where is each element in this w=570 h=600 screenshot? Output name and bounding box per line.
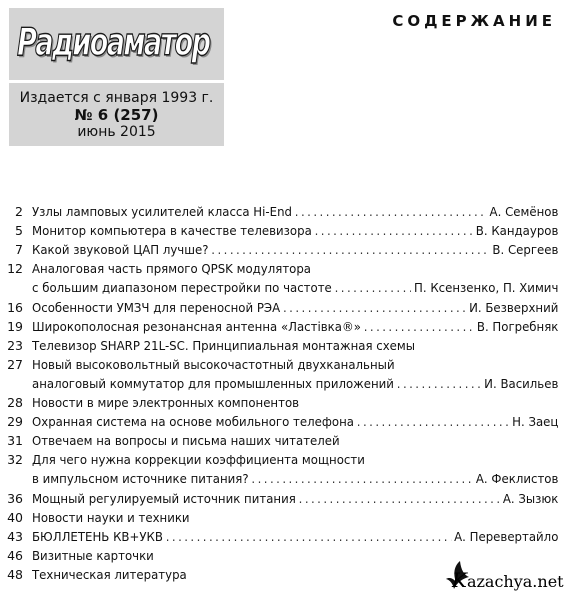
- toc-leader-dots: [166, 528, 452, 546]
- toc-page-number: 2: [15, 204, 23, 219]
- toc-page-number: 23: [7, 337, 23, 353]
- toc-row: [0, 299, 570, 317]
- toc-leader-dots: [397, 375, 482, 393]
- toc-author: А. Феклистов: [475, 471, 559, 487]
- watermark: [452, 568, 564, 592]
- toc-page-number: 40: [7, 509, 23, 525]
- toc-author: А. Семёнов: [489, 204, 559, 219]
- toc-leader-dots: [335, 279, 412, 297]
- toc-title: Какой звуковой ЦАП лучше?: [32, 242, 209, 258]
- toc-page-number: 43: [7, 528, 23, 544]
- toc-title: Охранная система на основе мобильного телефона: [32, 414, 354, 430]
- toc-page-number: 32: [7, 452, 23, 468]
- toc-page-number: 5: [15, 223, 23, 239]
- toc-title: Особенности УМЗЧ для переносной РЭА: [32, 299, 281, 315]
- toc-row: [0, 337, 570, 355]
- toc-author: А. Перевертайло: [454, 528, 559, 544]
- toc-title: Узлы ламповых усилителей класса Hi-End: [32, 204, 292, 219]
- issue-info: [9, 83, 224, 146]
- toc-title: Техническая литература: [32, 566, 187, 582]
- toc-author: П. Ксензенко, П. Химич: [414, 280, 559, 296]
- toc-author: И. Безверхний: [469, 299, 559, 315]
- toc-row: [0, 260, 570, 278]
- logo-panel: [9, 8, 224, 80]
- section-title: СОДЕРЖАНИЕ: [392, 12, 556, 30]
- toc-page-number: 19: [7, 318, 23, 334]
- toc-title: в импульсном источнике питания?: [32, 471, 249, 487]
- toc-title: с большим диапазоном перестройки по частоте: [32, 280, 332, 296]
- toc-row: [0, 413, 570, 431]
- toc-row: [0, 394, 570, 412]
- toc-leader-dots: [295, 203, 487, 221]
- toc-title: Новости в мире электронных компонентов: [32, 395, 300, 410]
- toc-leader-dots: [357, 413, 510, 431]
- toc-author: В. Кандауров: [475, 223, 559, 239]
- issue-number: № 6 (257): [74, 106, 159, 124]
- toc-page-number: 7: [15, 242, 23, 258]
- toc-leader-dots: [283, 299, 466, 317]
- toc-title: Широкополосная резонансная антенна «Ластівка®»: [32, 318, 361, 334]
- toc-title: Для чего нужна коррекции коэффициента мощности: [32, 452, 365, 468]
- toc-row: [0, 432, 570, 450]
- toc-row: [0, 318, 570, 336]
- toc-row: [0, 356, 570, 374]
- toc-page-number: 27: [7, 356, 23, 372]
- toc-row: [0, 279, 570, 297]
- toc-title: Телевизор SHARP 21L-SC. Принципиальная монтажная схемы: [32, 337, 416, 353]
- toc-leader-dots: [364, 318, 474, 336]
- toc-row: [0, 203, 570, 221]
- toc-author: Н. Заец: [512, 414, 559, 430]
- toc-row: [0, 547, 570, 565]
- issue-date: июнь 2015: [77, 124, 156, 140]
- toc-page-number: 48: [7, 566, 23, 582]
- toc-row: [0, 375, 570, 393]
- toc-row: [0, 490, 570, 508]
- toc-row: [0, 509, 570, 527]
- toc-page-number: 31: [7, 433, 23, 449]
- toc-row: [0, 470, 570, 488]
- toc-author: А. Зызюк: [502, 490, 559, 506]
- toc-page-number: 16: [7, 299, 23, 315]
- toc-author: И. Васильев: [484, 375, 559, 391]
- toc-row: [0, 528, 570, 546]
- toc-page-number: 36: [7, 490, 23, 506]
- toc-row: [0, 241, 570, 259]
- toc-author: В. Сергеев: [492, 242, 559, 258]
- toc-title: Новости науки и техники: [32, 509, 190, 525]
- toc-page-number: 29: [7, 414, 23, 430]
- toc-leader-dots: [299, 490, 500, 508]
- toc-row: [0, 222, 570, 240]
- toc-title: Визитные карточки: [32, 547, 154, 563]
- toc-title: Новый высоковольтный высокочастотный двухканальный: [32, 356, 395, 372]
- publication-since: Издается с января 1993 г.: [19, 90, 214, 106]
- masthead: [9, 8, 224, 138]
- toc-title: Монитор компьютера в качестве телевизора: [32, 223, 312, 239]
- toc-page-number: 46: [7, 547, 23, 563]
- toc-author: В. Погребняк: [476, 318, 559, 334]
- toc-title: Мощный регулируемый источник питания: [32, 490, 296, 506]
- watermark-text: azachya.net: [466, 572, 564, 591]
- magazine-logo: Радиоаматор: [17, 20, 210, 64]
- toc-page-number: 12: [7, 261, 23, 277]
- toc-leader-dots: [251, 470, 473, 488]
- toc-title: аналоговый коммутатор для промышленных приложений: [32, 375, 394, 391]
- watermark-letter: K: [452, 568, 467, 592]
- toc-leader-dots: [211, 241, 489, 259]
- toc-title: БЮЛЛЕТЕНЬ КВ+УКВ: [32, 528, 163, 544]
- toc-page-number: 28: [7, 395, 23, 410]
- toc-title: Аналоговая часть прямого QPSK модулятора: [32, 261, 312, 277]
- toc-title: Отвечаем на вопросы и письма наших читателей: [32, 433, 340, 449]
- toc-row: [0, 451, 570, 469]
- toc-leader-dots: [315, 222, 473, 240]
